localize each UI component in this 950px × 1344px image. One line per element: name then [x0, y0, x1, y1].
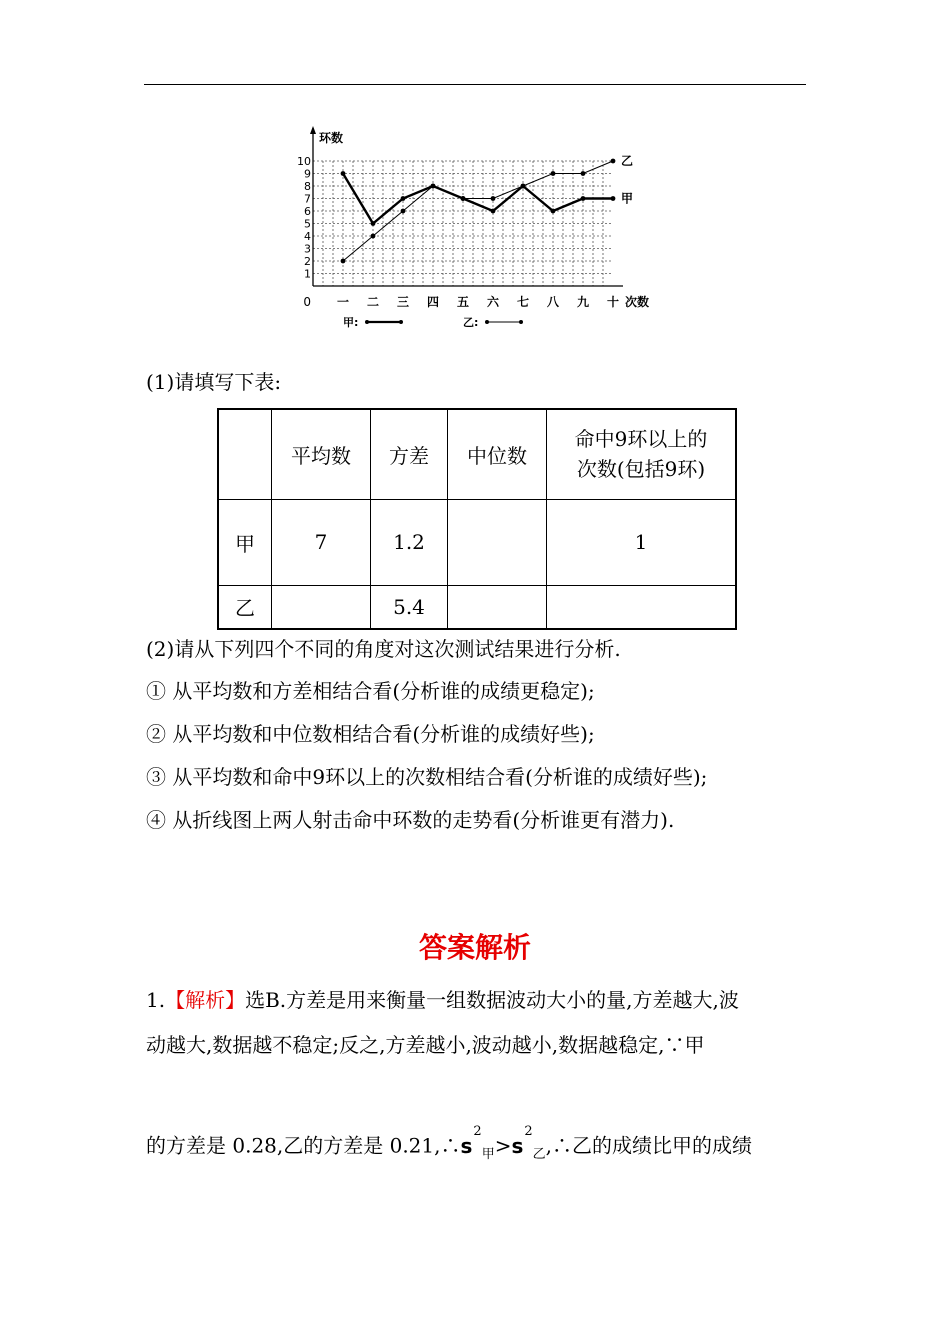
- table-row: [218, 499, 736, 585]
- data-point: [371, 234, 376, 239]
- answer-number: 1.: [146, 988, 166, 1012]
- series-label: 乙: [621, 154, 634, 168]
- data-point: [581, 171, 586, 176]
- part2-item-1: ① 从平均数和方差相结合看(分析谁的成绩更稳定);: [146, 679, 595, 703]
- row-name: 乙: [218, 585, 272, 629]
- legend-dot: [485, 320, 489, 324]
- data-point: [341, 259, 346, 264]
- x-tick-label: 九: [576, 295, 590, 309]
- x-tick-label: 八: [546, 295, 560, 309]
- cell-variance: 5.4: [371, 585, 448, 629]
- header-hits-line2: 次数(包括9环): [576, 457, 706, 482]
- data-point: [581, 196, 586, 201]
- y-axis-label: 环数: [319, 131, 344, 145]
- x-tick-label: 七: [516, 295, 530, 309]
- origin-label: 0: [303, 295, 311, 309]
- legend-dot: [399, 320, 403, 324]
- part2-item-3: ③ 从平均数和命中9环以上的次数相结合看(分析谁的成绩好些);: [146, 765, 708, 789]
- part1-prompt: (1)请填写下表:: [146, 370, 282, 394]
- data-point: [341, 171, 346, 176]
- x-tick-label: 十: [606, 295, 620, 309]
- top-rule: [144, 84, 806, 85]
- y-tick-label: 9: [304, 167, 311, 181]
- y-tick-label: 1: [304, 267, 311, 281]
- y-axis-arrow: [310, 126, 316, 134]
- variance-symbol-b: $s^2_乙$: [511, 1124, 546, 1162]
- data-point: [611, 159, 616, 164]
- legend-dot: [519, 320, 523, 324]
- analysis-tag: 【解析】: [165, 988, 246, 1012]
- x-axis-label: 次数: [625, 295, 650, 309]
- y-tick-label: 3: [304, 242, 311, 256]
- data-point: [491, 196, 496, 201]
- y-tick-label: 7: [304, 192, 311, 206]
- header-mean: 平均数: [272, 409, 371, 499]
- data-point: [401, 209, 406, 214]
- answer-line-1: [146, 985, 739, 1015]
- y-tick-label: 8: [304, 180, 311, 193]
- gt-sign: >: [494, 1133, 512, 1158]
- answer-text-3b: ,∴乙的成绩比甲的成绩: [545, 1133, 753, 1158]
- data-point: [401, 196, 406, 201]
- data-point: [551, 171, 556, 176]
- variance-symbol-a: $s^2_甲$: [460, 1124, 495, 1162]
- y-tick-label: 4: [304, 230, 311, 243]
- x-tick-label: 五: [456, 295, 470, 309]
- table-header-row: [218, 409, 736, 499]
- answer-line-3: [146, 1124, 753, 1170]
- data-point: [521, 184, 526, 189]
- stats-table: [217, 408, 737, 630]
- x-tick-label: 二: [366, 295, 380, 309]
- data-point: [551, 209, 556, 214]
- chart-axes: [310, 126, 623, 286]
- legend-label: 乙:: [463, 316, 479, 329]
- data-point: [461, 196, 466, 201]
- header-hits-line1: 命中9环以上的: [574, 427, 708, 452]
- cell-median: [448, 499, 547, 585]
- part2-item-4: ④ 从折线图上两人射击命中环数的走势看(分析谁更有潜力).: [146, 808, 675, 832]
- x-tick-label: 一: [336, 295, 350, 309]
- x-tick-label: 六: [486, 295, 500, 309]
- header-variance: 方差: [371, 409, 448, 499]
- cell-median: [448, 585, 547, 629]
- x-tick-label: 三: [396, 295, 410, 309]
- chart-grid: [313, 161, 613, 286]
- line-chart: [280, 118, 680, 340]
- data-point: [431, 184, 436, 189]
- cell-hits: 1: [547, 499, 737, 585]
- cell-mean: [272, 585, 371, 629]
- data-point: [611, 196, 616, 201]
- y-tick-label: 10: [297, 155, 311, 168]
- part2-item-2: ② 从平均数和中位数相结合看(分析谁的成绩好些);: [146, 722, 595, 746]
- answer-text-1: 选B.方差是用来衡量一组数据波动大小的量,方差越大,波: [245, 988, 739, 1012]
- legend-dot: [365, 320, 369, 324]
- header-hits: [547, 409, 737, 499]
- data-point: [491, 209, 496, 214]
- y-tick-label: 2: [304, 255, 311, 268]
- header-median: 中位数: [448, 409, 547, 499]
- table-row: [218, 585, 736, 629]
- series-label: 甲: [621, 191, 634, 206]
- x-tick-label: 四: [426, 295, 440, 309]
- answer-line-2: 动越大,数据越不稳定;反之,方差越小,波动越小,数据越稳定,∵甲: [146, 1033, 705, 1057]
- cell-hits: [547, 585, 737, 629]
- answer-text-3a: 的方差是 0.28,乙的方差是 0.21,∴: [146, 1133, 461, 1158]
- data-point: [371, 221, 376, 226]
- row-name: 甲: [218, 499, 272, 585]
- y-tick-label: 6: [304, 205, 311, 218]
- answer-heading: 答案解析: [418, 931, 531, 964]
- part2-prompt: (2)请从下列四个不同的角度对这次测试结果进行分析.: [146, 637, 621, 661]
- cell-mean: 7: [272, 499, 371, 585]
- legend-label: 甲:: [343, 316, 359, 329]
- header-blank: [218, 409, 272, 499]
- cell-variance: 1.2: [371, 499, 448, 585]
- y-tick-label: 5: [304, 217, 311, 231]
